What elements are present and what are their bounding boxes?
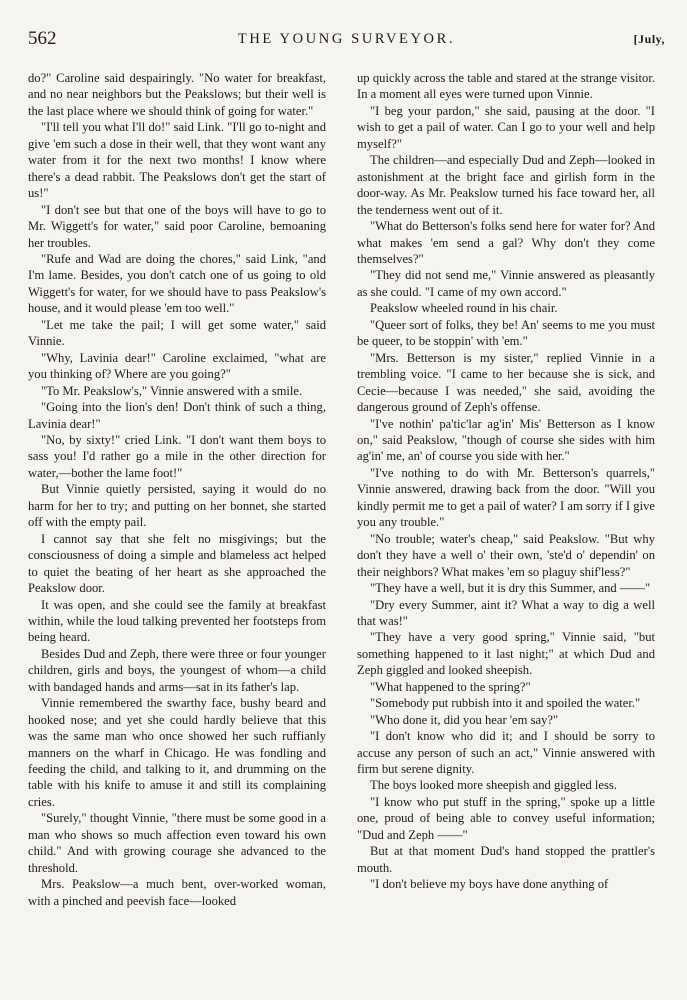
paragraph: "I'll tell you what I'll do!" said Link. "I'll go to-night and give 'em such a dose in their well, that they wont want any water from it for the next two months! I know where there's a dead rabbit. The Peakslows don't get the start of us!"	[28, 120, 326, 201]
paragraph: "They did not send me," Vinnie answered as pleasantly as she could. "I came of my own accord."	[357, 268, 655, 299]
paragraph: "I've nothin' pa'tic'lar ag'in' Mis' Betterson as I know on," said Peakslow, "though of course she sides with him ag'in' me, an' of course you side with her."	[357, 416, 655, 464]
paragraph: "Mrs. Betterson is my sister," replied Vinnie in a trembling voice. "I came to her because she is sick, and Cecie—because I was needed," she said, avoiding the dangerous ground of Zeph's offense.	[357, 350, 655, 415]
page-number: 562	[28, 28, 57, 49]
paragraph: "To Mr. Peakslow's," Vinnie answered with a smile.	[41, 383, 303, 398]
paragraph: "Rufe and Wad are doing the chores," said Link, "and I'm lame. Besides, you don't catch one of us going to old Wiggett's for water, for we should have to pass Peakslow's house, and it would please 'em too well."	[28, 251, 326, 316]
paragraph: "I know who put stuff in the spring," spoke up a little one, proud of being able to convey useful information; "Dud and Zeph ——"	[357, 794, 655, 842]
paragraph: "I beg your pardon," she said, pausing at the door. "I wish to get a pail of water. Can I go to your well and help myself?"	[357, 103, 655, 151]
paragraph: "Surely," thought Vinnie, "there must be some good in a man who shows so much affection even toward his own child." And with growing courage she advanced to the threshold.	[28, 811, 326, 875]
paragraph: The children—and especially Dud and Zeph—looked in astonishment at the bright face and girlish form in the door-way. As Mr. Peakslow turned his face toward her, all the tenderness went out of it.	[357, 153, 655, 217]
paragraph: do?" Caroline said despairingly. "No water for breakfast, and no near neighbors but the Peakslows; but their well is the last place where we should think of going for water."	[28, 71, 326, 118]
paragraph: "I don't see but that one of the boys will have to go to Mr. Wiggett's for water," said poor Caroline, bemoaning her troubles.	[28, 202, 326, 250]
right-column	[357, 70, 655, 893]
paragraph: "I don't believe my boys have done anything of	[370, 877, 609, 892]
paragraph: Vinnie remembered the swarthy face, bushy beard and hooked nose; and yet she could hardly believe that this was the same man who once showed her such ruffianly manners on the wharf in Chicago. He was fondling and feeding the child, and talking to it, and drumming on the table with his knife to amuse it and still its complaining cries.	[28, 696, 326, 809]
paragraph: The boys looked more sheepish and giggled less.	[370, 778, 617, 793]
paragraph: "I've nothing to do with Mr. Betterson's quarrels," Vinnie answered, drawing back from the door. "Will you kindly permit me to get a pail of water? I am sorry if I give you any trouble."	[357, 465, 655, 530]
paragraph: It was open, and she could see the family at breakfast within, while the loud talking prevented her footsteps from being heard.	[28, 597, 326, 645]
page-header	[28, 28, 665, 54]
paragraph: "Dry every Summer, aint it? What a way to dig a well that was!"	[357, 597, 655, 628]
paragraph: But at that moment Dud's hand stopped the prattler's mouth.	[357, 844, 655, 875]
paragraph: Mrs. Peakslow—a much bent, over-worked woman, with a pinched and peevish face—looked	[28, 877, 326, 908]
paragraph: "Somebody put rubbish into it and spoiled the water."	[370, 696, 641, 711]
paragraph: "Going into the lion's den! Don't think of such a thing, Lavinia dear!"	[28, 400, 326, 431]
issue-month: [July,	[633, 32, 665, 46]
paragraph: "Queer sort of folks, they be! An' seems to me you must be queer, to be stoppin' with 'em."	[357, 317, 655, 349]
paragraph: Besides Dud and Zeph, there were three or four younger children, girls and boys, the youngest of whom—a child with bandaged hands and arms—sat in its father's lap.	[28, 646, 326, 694]
paragraph: Peakslow wheeled round in his chair.	[370, 301, 558, 316]
running-title: THE YOUNG SURVEYOR.	[237, 31, 456, 47]
paragraph: "They have a well, but it is dry this Summer, and ——"	[370, 581, 651, 596]
paragraph: "What do Betterson's folks send here for water for? And what makes 'em send a gal? Why don't they come themselves?"	[357, 219, 655, 266]
paragraph: "No trouble; water's cheap," said Peakslow. "But why don't they have a well o' their own, 'ste'd o' dependin' on their neighbors? What makes 'em so plaguy shif'less?"	[357, 531, 655, 579]
paragraph: "What happened to the spring?"	[370, 679, 531, 694]
left-column	[28, 70, 326, 909]
paragraph: I cannot say that she felt no misgivings; but the consciousness of doing a simple and blameless act helped to quiet the beating of her heart as she approached the Peakslow door.	[28, 531, 326, 596]
paragraph: "Who done it, did you hear 'em say?"	[370, 712, 559, 727]
paragraph: "Let me take the pail; I will get some water," said Vinnie.	[28, 317, 326, 349]
paragraph: up quickly across the table and stared at the strange visitor. In a moment all eyes were turned upon Vinnie.	[357, 71, 655, 102]
paragraph: "No, by sixty!" cried Link. "I don't want them boys to sass you! I'd rather go a mile in the other direction for water,—bother the lame foot!"	[28, 432, 326, 480]
paragraph: "I don't know who did it; and I should be sorry to accuse any person of such an act," Vinnie answered with firm but serene dignity.	[357, 729, 655, 777]
paragraph: "They have a very good spring," Vinnie said, "but something happened to it last night;" at which Dud and Zeph giggled and looked sheepish.	[357, 630, 655, 678]
paragraph: But Vinnie quietly persisted, saying it would do no harm for her to try; and putting on her bonnet, she started off with the empty pail.	[28, 482, 326, 530]
paragraph: "Why, Lavinia dear!" Caroline exclaimed, "what are you thinking of? Where are you going?"	[28, 350, 326, 382]
